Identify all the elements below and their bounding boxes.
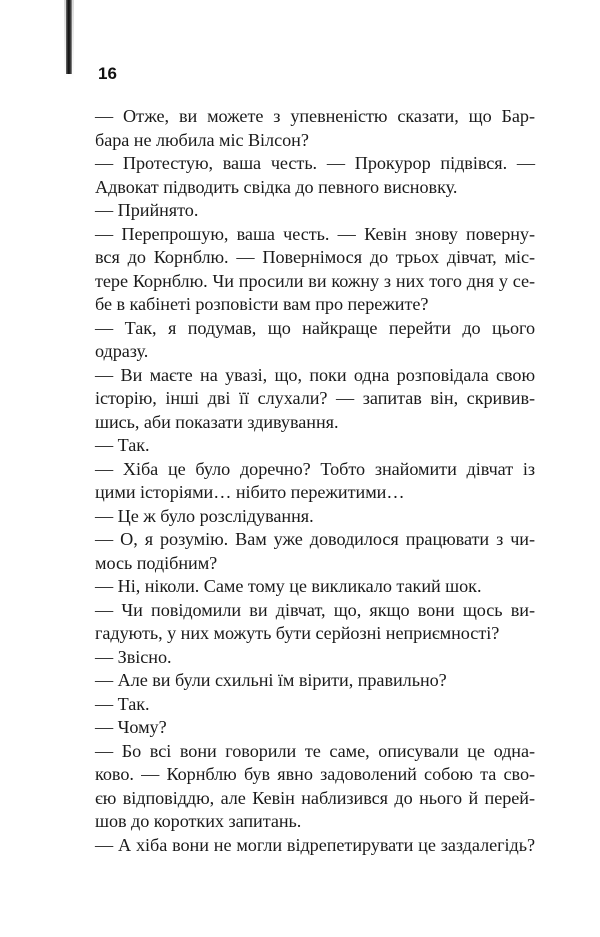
text-line: — А хіба вони не могли відрепетирувати це заздалегідь? [95, 834, 535, 855]
text-line: гадують, у них можуть бути серйозні неприємності? [95, 623, 500, 643]
body-text [95, 105, 535, 857]
text-line: — Ні, ніколи. Саме тому це викликало такий шок. [95, 576, 482, 596]
text-line: шов до коротких запитань. [95, 811, 302, 831]
book-spine-shadow [66, 0, 72, 74]
text-line: — Протестую, ваша честь. — Прокурор підвівся. — [95, 153, 535, 173]
text-line: — Це ж було розслідування. [95, 505, 314, 526]
text-line: — Але ви були схильні їм вірити, правильно? [95, 670, 447, 690]
text-line: — Звісно. [95, 646, 172, 667]
text-line: історію, інші дві її слухали? — запитав він, скривив- [95, 388, 535, 408]
text-line: — Так, я подумав, що найкраще перейти до цього [95, 317, 535, 338]
text-line: єю відповіддю, але Кевін наблизився до нього й перей- [95, 787, 535, 808]
text-line: ково. — Корнблю був явно задоволений собою та сво- [95, 764, 535, 784]
text-line: вся до Корнблю. — Повернімося до трьох дівчат, міс- [95, 247, 535, 267]
text-line: — Так. [95, 693, 150, 714]
text-line: — Прийнято. [95, 200, 199, 220]
text-line: — Перепрошую, ваша честь. — Кевін знову поверну- [95, 223, 535, 244]
text-line: одразу. [95, 341, 149, 361]
text-line: — Хіба це було доречно? Тобто знайомити дівчат із [95, 458, 535, 479]
text-line: — Чи повідомили ви дівчат, що, якщо вони щось ви- [95, 599, 535, 620]
text-line: цими історіями… нібито пережитими… [95, 482, 405, 502]
text-line: мось подібним? [95, 552, 218, 573]
page-number: 16 [98, 64, 117, 83]
text-line: — Отже, ви можете з упевненістю сказати, що Бар- [95, 106, 535, 126]
text-line: — Ви маєте на увазі, що, поки одна розповідала свою [95, 364, 535, 385]
text-line: шись, аби показати здивування. [95, 411, 339, 432]
text-line: — О, я розумію. Вам уже доводилося працювати з чи- [95, 529, 535, 549]
text-line: тере Корнблю. Чи просили ви кожну з них того дня у се- [95, 270, 535, 291]
text-line: — Чому? [95, 717, 167, 737]
text-line: бара не любила міс Вілсон? [95, 129, 309, 150]
text-line: — Бо всі вони говорили те саме, описували це одна- [95, 740, 535, 761]
text-line: Адвокат підводить свідка до певного висновку. [95, 176, 458, 197]
text-line: бе в кабінеті розповісти вам про пережите? [95, 294, 429, 314]
text-line: — Так. [95, 435, 150, 455]
